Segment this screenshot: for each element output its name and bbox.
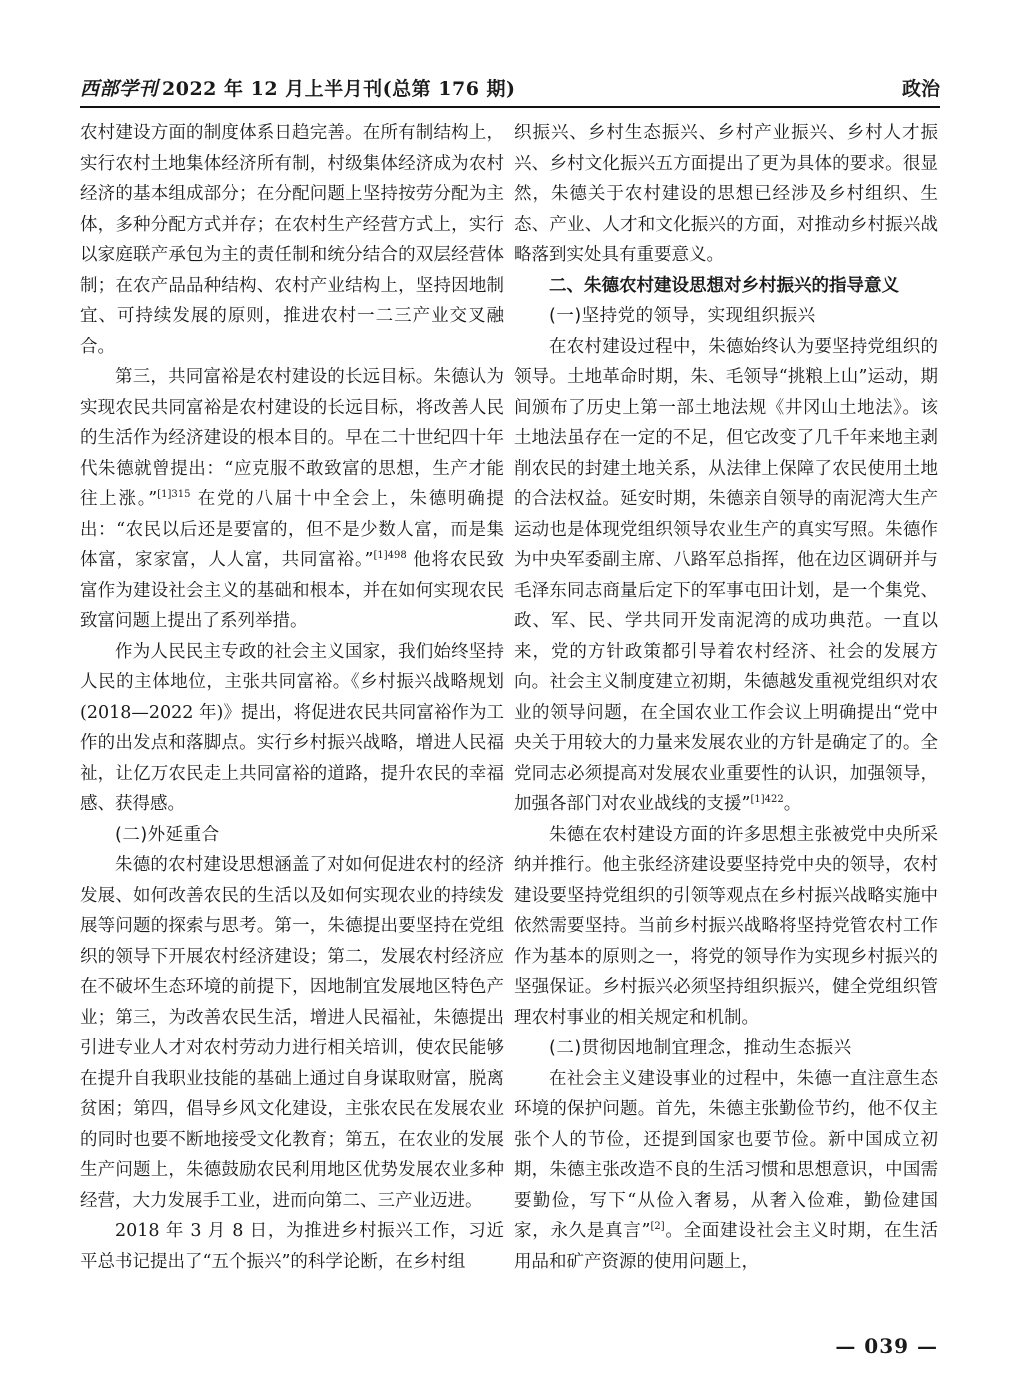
citation: [2] (650, 1221, 665, 1232)
right-column (514, 118, 938, 1277)
subsection-heading: (二)外延重合 (115, 824, 220, 845)
paragraph: 作为人民民主专政的社会主义国家，我们始终坚持人民的主体地位，主张共同富裕。《乡村振兴战略规划(2018—2022 年)》提出，将促进农民共同富裕作为工作的出发点和落脚点。实行乡村振兴战略，增进人民福祉，让亿万农民走上共同富裕的道路，提升农民的幸福感、获得感。 (80, 641, 504, 814)
citation: [1]498 (373, 550, 407, 561)
subsection-heading: (一)坚持党的领导，实现组织振兴 (549, 306, 816, 326)
subsection-heading: (二)贯彻因地制宜理念，推动生态振兴 (549, 1038, 852, 1058)
journal-title (80, 74, 516, 101)
citation: [1]315 (157, 489, 191, 500)
paragraph: 朱德在农村建设方面的许多思想主张被党中央所采纳并推行。他主张经济建设要坚持党中央的领导，农村建设要坚持党组织的引领等观点在乡村振兴战略实施中依然需要坚持。当前乡村振兴战略将坚持党管农村工作作为基本的原则之一，将党的领导作为实现乡村振兴的坚强保证。乡村振兴必须坚持组织振兴，健全党组织管理农村事业的相关规定和机制。 (514, 824, 938, 1028)
paragraph (514, 1064, 938, 1278)
page-number: — 039 — (835, 1334, 938, 1358)
left-column (80, 118, 504, 1277)
citation: [1]422 (750, 794, 784, 805)
journal-issue: 2022 年 12 月上半月刊(总第 176 期) (162, 78, 516, 100)
section-heading: 二、朱德农村建设思想对乡村振兴的指导意义 (549, 275, 899, 296)
paragraph (80, 362, 504, 637)
section-label: 政治 (901, 78, 940, 100)
running-header (80, 70, 940, 108)
journal-logo: 西部学刊 (80, 78, 159, 100)
paragraph: 农村建设方面的制度体系日趋完善。在所有制结构上，实行农村土地集体经济所有制，村级集体经济成为农村经济的基本组成部分；在分配问题上坚持按劳分配为主体，多种分配方式并存；在农村生产经营方式上，实行以家庭联产承包为主的责任制和统分结合的双层经营体制；在农产品品种结构、农村产业结构上，坚持因地制宜、可持续发展的原则，推进农村一二三产业交叉融合。 (80, 123, 504, 357)
text-run: 在社会主义建设事业的过程中，朱德一直注意生态环境的保护问题。首先，朱德主张勤俭节约，他不仅主张个人的节俭，还提到国家也要节俭。新中国成立初期，朱德主张改造不良的生活习惯和思想意识，中国需要勤俭，写下“从俭入奢易，从奢入俭难，勤俭建国家，永久是真言” (514, 1068, 938, 1241)
text-run: 他将农民致富作为建设社会主义的基础和根本，并在如何实现农民致富问题上提出了系列举措。 (80, 550, 505, 631)
text-run: 。全面建设社会主义时期，在生活用品和矿产资源的使用问题上， (514, 1221, 938, 1272)
text-run: 在农村建设过程中，朱德始终认为要坚持党组织的领导。土地革命时期，朱、毛领导“挑粮上山”运动，期间颁布了历史上第一部土地法规《井冈山土地法》。该土地法虽存在一定的不足，但它改变了几千年来地主剥削农民的封建土地关系，从法律上保障了农民使用土地的合法权益。延安时期，朱德亲自领导的南泥湾大生产运动也是体现党组织领导农业生产的真实写照。朱德作为中央军委副主席、八路军总指挥，他在边区调研并与毛泽东同志商量后定下的军事屯田计划，是一个集党、政、军、民、学共同开发南泥湾的成功典范。一直以来，党的方针政策都引导着农村经济、社会的发展方向。社会主义制度建立初期，朱德越发重视党组织对农业的领导问题，在全国农业工作会议上明确提出“党中央关于用较大的力量来发展农业的方针是确定了的。全党同志必须提高对发展农业重要性的认识，加强领导，加强各部门对农业战线的支援” (514, 336, 938, 814)
paragraph: 2018 年 3 月 8 日，为推进乡村振兴工作，习近平总书记提出了“五个振兴”的科学论断，在乡村组 (80, 1221, 504, 1272)
text-run: 。 (783, 794, 802, 814)
text-run: 在党的八届十中全会上，朱德明确提出：“农民以后还是要富的，但不是少数人富，而是集体富，家家富，人人富，共同富裕。” (80, 489, 505, 570)
text-run: 第三，共同富裕是农村建设的长远目标。朱德认为实现农民共同富裕是农村建设的长远目标，将改善人民的生活作为经济建设的根本目的。早在二十世纪四十年代朱德就曾提出：“应克服不敢致富的思想，生产才能往上涨。” (80, 367, 504, 509)
paragraph: 朱德的农村建设思想涵盖了对如何促进农村的经济发展、如何改善农民的生活以及如何实现农业的持续发展等问题的探索与思考。第一，朱德提出要坚持在党组织的领导下开展农村经济建设；第二，发展农村经济应在不破坏生态环境的前提下，因地制宜发展地区特色产业；第三，为改善农民生活，增进人民福祉，朱德提出引进专业人才对农村劳动力进行相关培训，使农民能够在提升自我职业技能的基础上通过自身谋取财富，脱离贫困；第四，倡导乡风文化建设，主张农民在发展农业的同时也要不断地接受文化教育；第五，在农业的发展生产问题上，朱德鼓励农民利用地区优势发展农业多种经营，大力发展手工业，进而向第二、三产业迈进。 (80, 855, 504, 1211)
paragraph (514, 332, 938, 820)
paragraph: 织振兴、乡村生态振兴、乡村产业振兴、乡村人才振兴、乡村文化振兴五方面提出了更为具体的要求。很显然，朱德关于农村建设的思想已经涉及乡村组织、生态、产业、人才和文化振兴的方面，对推动乡村振兴战略落到实处具有重要意义。 (514, 123, 938, 265)
